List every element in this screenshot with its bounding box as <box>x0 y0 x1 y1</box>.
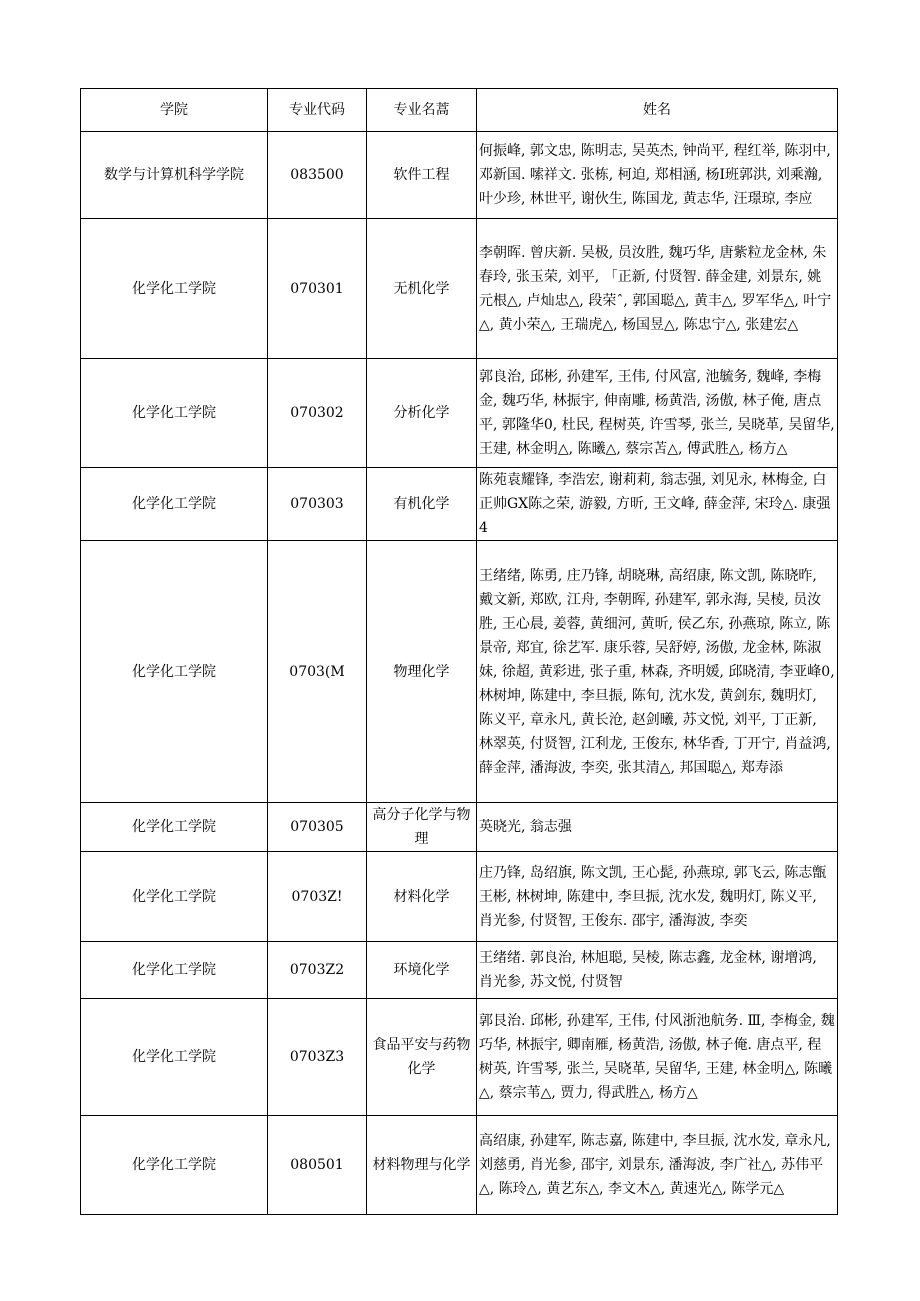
major-cell: 高分子化学与物理 <box>367 803 477 852</box>
code-cell: 0703(M <box>268 541 367 803</box>
code-cell: 070303 <box>268 468 367 541</box>
names-cell: 郭艮治. 邱彬, 孙建军, 王伟, 付风浙池航务. Ⅲ, 李梅金, 魏巧华, 林振宇, 卿南雁, 杨黄浩, 汤傲, 林子俺. 唐点平, 程树英, 许雪琴, 张兰, 吴晓革, 吴留华, 王建, 林金明△, 陈曦△, 蔡宗苇△, 贾力, 得武胜△, 杨方△ <box>477 999 838 1116</box>
college-cell: 化学化工学院 <box>81 999 268 1116</box>
college-cell: 化学化工学院 <box>81 942 268 999</box>
major-cell: 材料化学 <box>367 852 477 942</box>
names-cell: 陈苑袁耀锋, 李浩宏, 谢莉莉, 翁志强, 刘见永, 林梅金, 白正帅GX陈之荣, 游毅, 方昕, 王文峰, 薛金萍, 宋玲△. 康强4 <box>477 468 838 541</box>
major-cell: 有机化学 <box>367 468 477 541</box>
code-cell: 080501 <box>268 1116 367 1215</box>
table-row <box>81 359 838 468</box>
college-cell: 化学化工学院 <box>81 541 268 803</box>
code-cell: 0703Z! <box>268 852 367 942</box>
college-cell: 化学化工学院 <box>81 803 268 852</box>
college-cell: 化学化工学院 <box>81 1116 268 1215</box>
table-row <box>81 541 838 803</box>
names-cell: 郭良治, 邱彬, 孙建军, 王伟, 付风富, 池毓务, 魏峰, 李梅金, 魏巧华, 林振宇, 伸南雕, 杨黄浩, 汤傲, 林子俺, 唐点平, 郭隆华0, 杜民, 程树英, 许雪琴, 张兰, 吴晓革, 吴留华, 王建, 林金明△, 陈曦△, 蔡宗苫△, 傅武胜△, 杨方△ <box>477 359 838 468</box>
college-cell: 化学化工学院 <box>81 219 268 359</box>
code-cell: 070301 <box>268 219 367 359</box>
code-cell: 0703Z3 <box>268 999 367 1116</box>
names-cell: 英晓光, 翁志强 <box>477 803 838 852</box>
major-cell: 无机化学 <box>367 219 477 359</box>
names-cell: 何振峰, 郭文忠, 陈明志, 吴英杰, 钟尚平, 程红举, 陈羽中, 邓新国. 嗦祥文. 张栋, 柯迫, 郑相涵, 杨I班郭洪, 刘乘瀚, 叶少珍, 林世平, 谢伙生, 陈国龙, 黄志华, 汪璟琼, 李应 <box>477 132 838 219</box>
table-row <box>81 1116 838 1215</box>
table-row <box>81 999 838 1116</box>
header-code: 专业代码 <box>268 89 367 132</box>
code-cell: 083500 <box>268 132 367 219</box>
names-cell: 庄乃锋, 岛绍旗, 陈文凯, 王心髭, 孙燕琼, 郭飞云, 陈志甑王彬, 林树坤, 陈建中, 李旦振, 沈水发, 魏明灯, 陈义平, 肖光参, 付贤智, 王俊东. 邵宇, 潘海波, 李奕 <box>477 852 838 942</box>
college-cell: 化学化工学院 <box>81 852 268 942</box>
major-cell: 食品平安与药物化学 <box>367 999 477 1116</box>
table-row <box>81 942 838 999</box>
major-cell: 软件工程 <box>367 132 477 219</box>
college-cell: 化学化工学院 <box>81 359 268 468</box>
names-cell: 王绪绪. 郭良治, 林旭聪, 吴棱, 陈志鑫, 龙金林, 谢增鸿, 肖光参, 苏文悦, 付贤智 <box>477 942 838 999</box>
table-row <box>81 132 838 219</box>
table-row <box>81 219 838 359</box>
major-cell: 材料物理与化学 <box>367 1116 477 1215</box>
table-row <box>81 803 838 852</box>
code-cell: 0703Z2 <box>268 942 367 999</box>
college-cell: 化学化工学院 <box>81 468 268 541</box>
names-cell: 王绪绪, 陈勇, 庄乃锋, 胡晓琳, 高绍康, 陈文凯, 陈晓昨, 戴文新, 郑欧, 江舟, 李朝晖, 孙建军, 郭永海, 吴棱, 员汝胜, 王心晨, 姜蓉, 黄细河, 黄昕, 侯乙东, 孙燕琼, 陈立, 陈景帝, 郑宜, 徐艺军. 康乐蓉, 吴舒婷, 汤傲, 龙金林, 陈淑妹, 徐超, 黄彩进, 张子重, 林森, 齐明媛, 邱晓清, 李亚峰0, 林树坤, 陈建中, 李旦振, 陈旬, 沈水发, 黄剑东, 魏明灯, 陈义平, 章永凡, 黄长沧, 赵剑曦, 苏文悦, 刘平, 丁正新, 林翠英, 付贤智, 江利龙, 王俊东, 林华香, 丁开宁, 肖益鸿, 薛金萍, 潘海波, 李奕, 张其清△, 邦国聪△, 郑寿添 <box>477 541 838 803</box>
code-cell: 070302 <box>268 359 367 468</box>
header-names: 姓名 <box>477 89 838 132</box>
major-cell: 物理化学 <box>367 541 477 803</box>
major-cell: 环境化学 <box>367 942 477 999</box>
header-college: 学院 <box>81 89 268 132</box>
table-row <box>81 852 838 942</box>
table-row <box>81 468 838 541</box>
names-cell: 李朝晖. 曾庆新. 吴极, 员汝胜, 魏巧华, 唐紫粒龙金林, 朱春玲, 张玉荣, 刘平, 「正新, 付贤智. 薛金建, 刘景东, 姚元根△, 卢灿忠△, 段荣ˆ, 郭国聪△, 黄丰△, 罗军华△, 叶宁△, 黄小荣△, 王瑞虎△, 杨国昱△, 陈忠宁△, 张建宏△ <box>477 219 838 359</box>
header-row <box>81 89 838 132</box>
names-cell: 高绍康, 孙建军, 陈志嘉, 陈建中, 李旦振, 沈水发, 章永凡, 刘慈勇, 肖光参, 邵宇, 刘景东, 潘海波, 李广社△, 苏伟平△, 陈玲△, 黄艺东△, 李文木△, 黄速光△, 陈学元△ <box>477 1116 838 1215</box>
header-major: 专业名蒿 <box>367 89 477 132</box>
code-cell: 070305 <box>268 803 367 852</box>
roster-table <box>80 88 838 1215</box>
major-cell: 分析化学 <box>367 359 477 468</box>
college-cell: 数学与计算机科学学院 <box>81 132 268 219</box>
